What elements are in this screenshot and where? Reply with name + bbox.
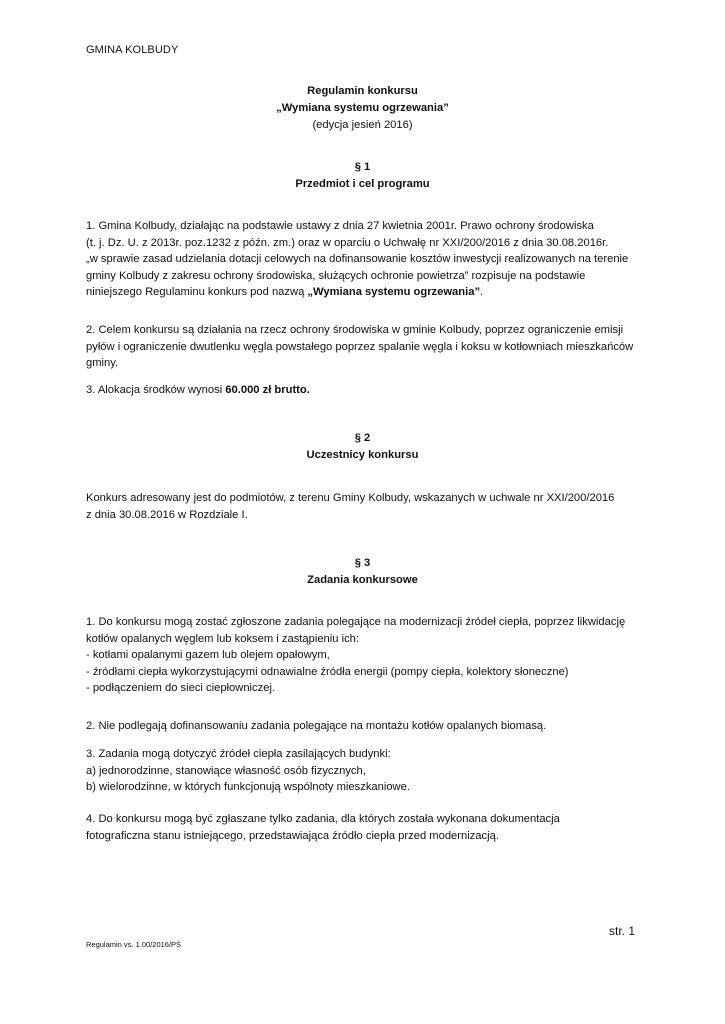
section-2-heading: Uczestnicy konkursu	[306, 449, 419, 461]
text-span: .	[480, 286, 484, 298]
text-line: 2. Celem konkursu są działania na rzecz ochrony środowiska w gminie Kolbudy, poprzez ograniczenie emisji	[86, 324, 624, 336]
section-3-paragraph-2	[86, 718, 646, 735]
list-item: b) wielorodzinne, w których funkcjonują wspólnoty mieszkaniowe.	[86, 781, 410, 793]
document-version: Regulamin vs. 1.00/2016/PŚ	[86, 940, 182, 949]
list-item: - kotłami opalanymi gazem lub olejem opałowym,	[86, 649, 330, 661]
list-item: - źródłami ciepła wykorzystującymi odnawialne źródła energii (pompy ciepła, kolektory słoneczne)	[86, 665, 569, 678]
text-line: gminy Kolbudy z zakresu ochrony środowiska, służących ochronie powietrza” rozpisuje na podstawie	[86, 269, 586, 282]
text-line: fotograficzna stanu istniejącego, przedstawiająca źródło ciepła przed modernizacją.	[86, 829, 499, 842]
list-item: - podłączeniem do sieci ciepłowniczej.	[86, 682, 276, 694]
document-title: Regulamin konkursu	[307, 85, 418, 97]
text-line	[86, 284, 646, 301]
text-line: 3. Zadania mogą dotyczyć źródeł ciepła zasilających budynki:	[86, 748, 391, 760]
section-3-heading: Zadania konkursowe	[307, 574, 418, 586]
section-1-number: § 1	[354, 161, 371, 173]
section-2-paragraph-1	[86, 490, 646, 523]
section-1-paragraph-1	[86, 218, 646, 301]
page-header: GMINA KOLBUDY	[86, 44, 179, 56]
text-line: pyłów i ograniczenie dwutlenku węgla powstałego poprzez spalanie węgla i koksu w kotłowniach mieszkańców	[86, 340, 634, 353]
section-3-paragraph-4	[86, 811, 646, 844]
section-2-number: § 2	[354, 432, 371, 444]
text-line: 4. Do konkursu mogą być zgłaszane tylko zadania, dla których została wykonana dokumentacja	[86, 813, 560, 825]
text-line: z dnia 30.08.2016 w Rozdziale I.	[86, 508, 248, 521]
text-line: 2. Nie podlegają dofinansowaniu zadania polegające na montażu kotłów opalanych biomasą.	[86, 720, 547, 732]
text-line: „w sprawie zasad udzielania dotacji celowych na dofinansowanie kosztów inwestycji realizowanych na terenie	[86, 253, 629, 265]
section-1-heading: Przedmiot i cel programu	[295, 178, 430, 190]
text-span: 3. Alokacja środków wynosi	[86, 384, 226, 396]
text-line: 1. Do konkursu mogą zostać zgłoszone zadania polegające na modernizacji źródeł ciepła, poprzez likwidację	[86, 616, 626, 628]
allocation-amount: 60.000 zł brutto.	[225, 384, 310, 396]
section-1-paragraph-2	[86, 322, 646, 372]
text-line: kotłów opalanych węglem lub koksem i zastąpieniu ich:	[86, 632, 359, 645]
section-1-paragraph-3	[86, 382, 646, 399]
text-span: niniejszego Regulaminu konkurs pod nazwą	[86, 286, 308, 298]
text-line: gminy.	[86, 357, 119, 369]
program-name: „Wymiana systemu ogrzewania”	[307, 286, 481, 298]
list-item: a) jednorodzinne, stanowiące własność osób fizycznych,	[86, 764, 366, 777]
section-3-paragraph-1	[86, 614, 646, 697]
section-3-paragraph-3	[86, 746, 646, 796]
document-subtitle: „Wymiana systemu ogrzewania”	[276, 102, 449, 114]
section-3-number: § 3	[354, 557, 371, 569]
text-line: Konkurs adresowany jest do podmiotów, z terenu Gminy Kolbudy, wskazanych w uchwale nr XXI/200/2016	[86, 492, 615, 504]
text-line: 1. Gmina Kolbudy, działając na podstawie ustawy z dnia 27 kwietnia 2001r. Prawo ochrony środowiska	[86, 220, 594, 232]
document-edition: (edycja jesień 2016)	[312, 119, 413, 131]
page-number: str. 1	[609, 924, 636, 938]
text-line: (t. j. Dz. U. z 2013r. poz.1232 z późn. zm.) oraz w oparciu o Uchwałę nr XXI/200/2016 z dnia 30.08.2016r.	[86, 236, 609, 249]
